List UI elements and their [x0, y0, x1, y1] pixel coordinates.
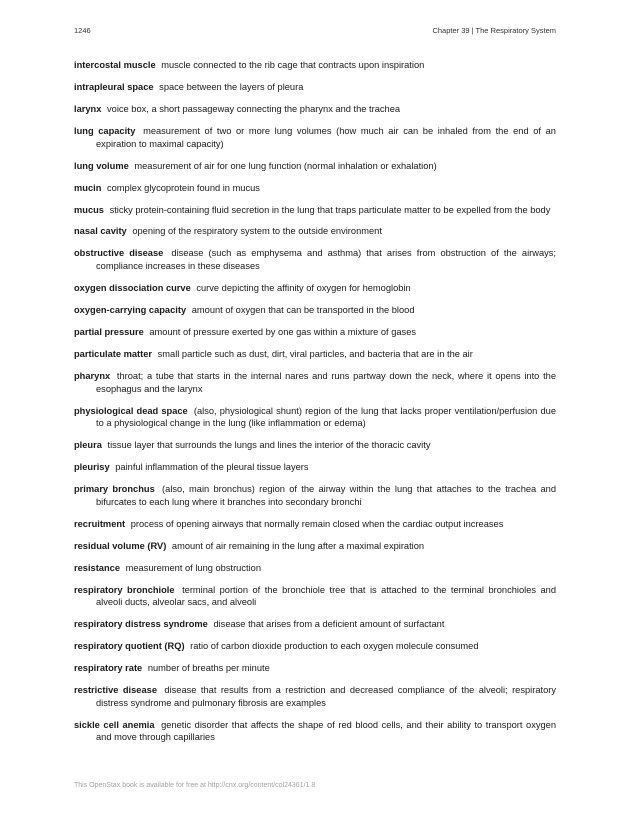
glossary-definition: sticky protein-containing fluid secretion in the lung that traps particulate matter to be expelled from the body — [109, 204, 551, 215]
glossary-entry — [74, 370, 556, 395]
footer-note: This OpenStax book is available for free at http://cnx.org/content/col24361/1.8 — [74, 782, 316, 789]
glossary-entry — [74, 125, 556, 150]
glossary-definition: ratio of carbon dioxide production to each oxygen molecule consumed — [190, 641, 479, 652]
glossary-entry — [74, 405, 556, 430]
glossary-entry — [74, 483, 556, 508]
glossary-term: respiratory rate — [74, 663, 143, 674]
glossary-term: primary bronchus — [74, 484, 155, 495]
glossary-definition: small particle such as dust, dirt, viral particles, and bacteria that are in the air — [157, 349, 473, 359]
glossary-entry — [74, 562, 556, 575]
glossary-definition: genetic disorder that affects the shape of red blood cells, and their ability to transport oxygen and move through capillaries — [96, 719, 557, 743]
glossary-definition: opening of the respiratory system to the outside environment — [132, 226, 382, 237]
glossary-definition: curve depicting the affinity of oxygen for hemoglobin — [196, 283, 411, 294]
glossary-term: residual volume (RV) — [74, 540, 167, 551]
glossary-definition: voice box, a short passageway connecting the pharynx and the trachea — [107, 103, 401, 114]
glossary-definition: tissue layer that surrounds the lungs and lines the interior of the thoracic cavity — [107, 440, 431, 451]
glossary-entry — [74, 618, 556, 631]
glossary-definition: terminal portion of the bronchiole tree that is attached to the terminal bronchioles and alveoli ducts, alveolar sacs, and alveoli — [96, 584, 556, 608]
glossary-definition: disease (such as emphysema and asthma) that arises from obstruction of the airways; compliance increases in these diseases — [96, 248, 556, 272]
glossary-definition: disease that arises from a deficient amount of surfactant — [213, 619, 445, 630]
glossary-list — [74, 59, 556, 753]
glossary-term: lung volume — [74, 160, 129, 171]
glossary-definition: amount of pressure exerted by one gas within a mixture of gases — [149, 327, 417, 338]
glossary-entry — [74, 81, 556, 94]
glossary-definition: amount of air remaining in the lung after a maximal expiration — [171, 540, 425, 551]
glossary-definition: (also, main bronchus) region of the airway within the lung that attaches to the trachea and bifurcates to each lung where it branches into secondary bronchi — [96, 484, 557, 507]
glossary-definition: complex glycoprotein found in mucus — [106, 182, 260, 193]
glossary-term: partial pressure — [74, 327, 144, 338]
glossary-term: intercostal muscle — [74, 60, 156, 70]
glossary-term: particulate matter — [74, 349, 153, 359]
glossary-entry — [74, 662, 556, 675]
glossary-entry — [74, 540, 556, 553]
glossary-definition: amount of oxygen that can be transported in the blood — [191, 305, 415, 316]
glossary-entry — [74, 518, 556, 531]
glossary-entry — [74, 182, 556, 195]
glossary-entry — [74, 684, 556, 709]
glossary-entry — [74, 103, 556, 116]
glossary-term: respiratory quotient (RQ) — [74, 641, 185, 652]
glossary-term: lung capacity — [74, 125, 136, 136]
glossary-entry — [74, 348, 556, 361]
glossary-definition: (also, physiological shunt) region of the lung that lacks proper ventilation/perfusion due to a physiological change in the lung (like inflammation or edema) — [96, 405, 556, 429]
glossary-definition: number of breaths per minute — [147, 663, 270, 674]
glossary-entry — [74, 160, 556, 173]
glossary-term: respiratory distress syndrome — [74, 619, 208, 630]
glossary-entry — [74, 719, 556, 744]
glossary-entry — [74, 247, 556, 272]
glossary-term: mucin — [74, 182, 102, 193]
glossary-entry — [74, 461, 556, 474]
glossary-definition: measurement of lung obstruction — [125, 562, 261, 573]
glossary-term: pleurisy — [74, 462, 110, 473]
glossary-term: oxygen dissociation curve — [74, 283, 191, 294]
glossary-definition: measurement of air for one lung function (normal inhalation or exhalation) — [134, 160, 437, 171]
glossary-entry — [74, 304, 556, 317]
glossary-entry — [74, 326, 556, 339]
page-number: 1246 — [74, 26, 91, 35]
glossary-term: physiological dead space — [74, 405, 188, 416]
glossary-entry — [74, 204, 556, 217]
glossary-entry — [74, 59, 556, 72]
glossary-entry — [74, 640, 556, 653]
glossary-definition: painful inflammation of the pleural tissue layers — [115, 462, 309, 473]
glossary-definition: process of opening airways that normally remain closed when the cardiac output increases — [130, 518, 504, 529]
glossary-term: obstructive disease — [74, 248, 164, 259]
glossary-term: respiratory bronchiole — [74, 584, 175, 595]
glossary-term: restrictive disease — [74, 685, 157, 696]
glossary-definition: throat; a tube that starts in the internal nares and runs partway down the neck, where it opens into the esophagus and the larynx — [96, 370, 556, 394]
glossary-term: larynx — [74, 103, 102, 114]
glossary-definition: measurement of two or more lung volumes (how much air can be inhaled from the end of an expiration to maximal capacity) — [96, 125, 556, 149]
glossary-definition: space between the layers of pleura — [159, 81, 304, 92]
glossary-term: pharynx — [74, 370, 111, 381]
glossary-term: nasal cavity — [74, 226, 127, 237]
glossary-term: oxygen-carrying capacity — [74, 305, 187, 316]
glossary-term: sickle cell anemia — [74, 719, 155, 730]
glossary-entry — [74, 439, 556, 452]
glossary-term: recruitment — [74, 518, 126, 529]
glossary-term: mucus — [74, 204, 104, 215]
glossary-definition: disease that results from a restriction and decreased compliance of the alveoli; respiratory distress syndrome and pulmonary fibrosis are examples — [96, 685, 556, 708]
glossary-entry — [74, 282, 556, 295]
glossary-entry — [74, 225, 556, 238]
glossary-entry — [74, 584, 556, 609]
glossary-term: pleura — [74, 440, 102, 451]
glossary-term: intrapleural space — [74, 81, 154, 92]
glossary-term: resistance — [74, 562, 120, 573]
chapter-title: Chapter 39 | The Respiratory System — [432, 26, 556, 35]
glossary-definition: muscle connected to the rib cage that contracts upon inspiration — [161, 60, 425, 70]
